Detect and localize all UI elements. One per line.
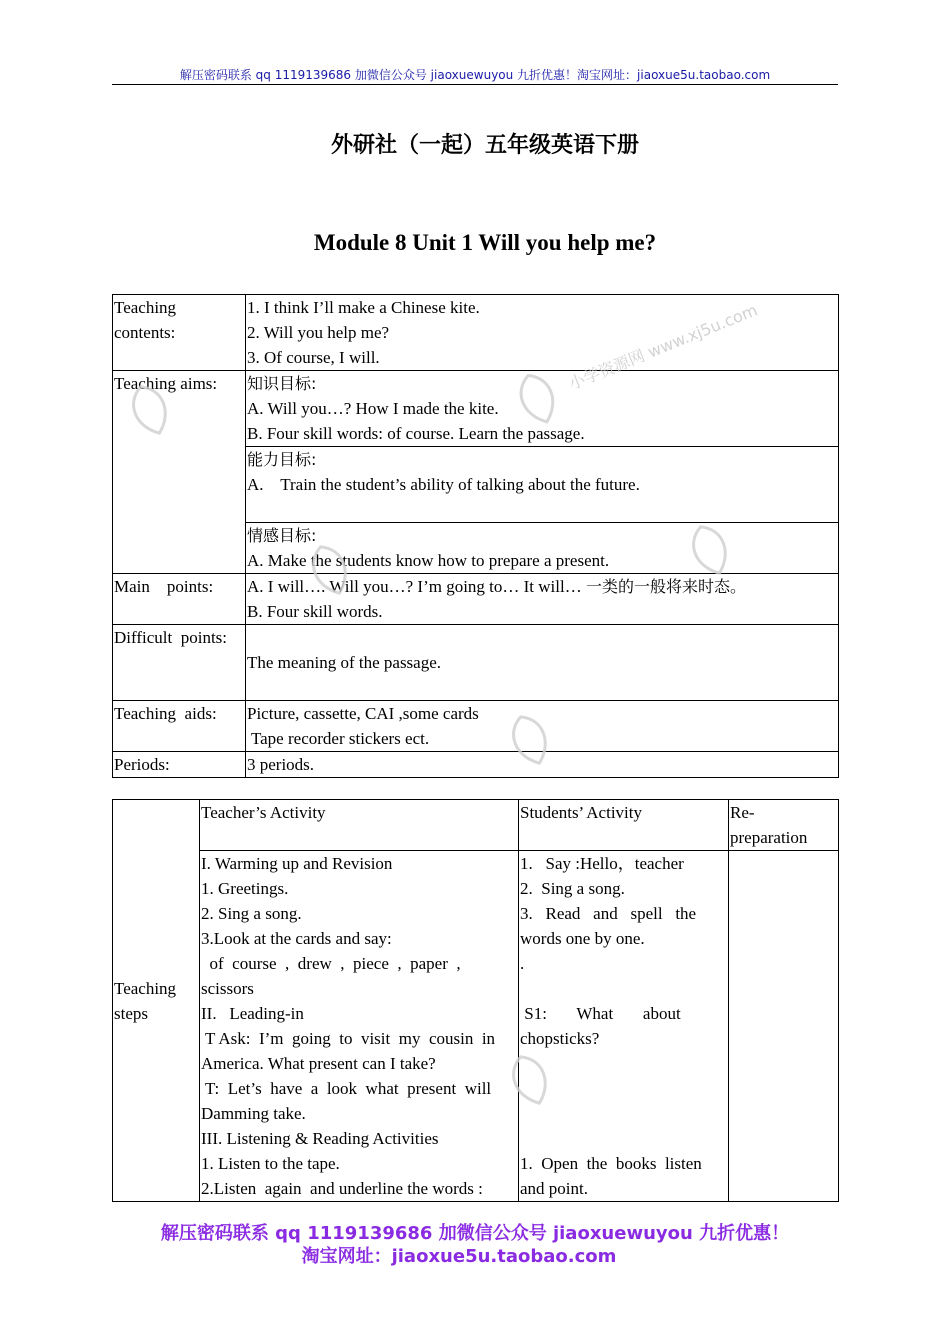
watermark-text: 小学资源网 www.xj5u.com [566, 300, 761, 394]
aim-title: 能力目标: [247, 450, 317, 469]
column-header: Teacher’s Activity [201, 803, 326, 822]
difficult-points-value [246, 625, 839, 701]
label-text: Periods: [114, 755, 170, 774]
main-point-a: A. I will…. Will you…? I’m going to… It will… [247, 577, 586, 596]
page-title-cn: 外研社（一起）五年级英语下册 [330, 133, 639, 158]
header-contact: 解压密码联系 qq 1119139686 加微信公众号 jiaoxuewuyou 九折优惠！淘宝网址：jiaoxue5u.taobao.com [179, 68, 771, 82]
content-line: 1. I think I’ll make a Chinese kite. [247, 298, 480, 317]
label-text: Main points: [114, 577, 214, 596]
teacher-activity-line: I. Warming up and Revision [201, 854, 393, 873]
column-header: Re- [730, 803, 755, 822]
emotion-aims [246, 523, 839, 574]
column-header: preparation [730, 828, 808, 847]
difficult-point: The meaning of the passage. [247, 653, 442, 672]
teacher-activity-line: 3.Look at the cards and say: [201, 929, 392, 948]
table-row [113, 625, 839, 701]
contents-value [246, 295, 839, 371]
table-row [113, 851, 839, 1202]
aim-title: 情感目标: [247, 526, 317, 545]
students-activity [519, 851, 729, 1202]
main-point-a-cn: 一类的一般将来时态。 [585, 577, 746, 596]
teacher-activity-line: III. Listening & Reading Activities [201, 1129, 439, 1148]
preparation-cell [729, 851, 839, 1202]
column-header: Students’ Activity [520, 803, 642, 822]
ability-aims [246, 447, 839, 523]
aid-line: Tape recorder stickers ect. [247, 729, 430, 748]
difficult-points-label [113, 625, 246, 701]
page-title-en: Module 8 Unit 1 Will you help me? [313, 230, 657, 255]
label-text: Teaching aids: [114, 704, 217, 723]
teacher-activity-line: Damming take. [201, 1104, 306, 1123]
teacher-activity-line: scissors [201, 979, 254, 998]
teacher-activity-line: 1. Greetings. [201, 879, 289, 898]
aids-value [246, 701, 839, 752]
teacher-activity-line: T: Let’s have a look what present will [201, 1079, 492, 1098]
preparation-header [729, 800, 839, 851]
students-activity-line [520, 1076, 727, 1101]
aim-line: B. Four skill words: of course. Learn the passage. [247, 424, 585, 443]
table-row [113, 371, 839, 447]
students-activity-line: . [520, 954, 525, 973]
aid-line: Picture, cassette, CAI ,some cards [247, 704, 479, 723]
label-line: Teaching [114, 978, 177, 998]
table-row [113, 752, 839, 778]
teacher-activity-header [200, 800, 519, 851]
students-activity-line: chopsticks? [520, 1029, 600, 1048]
teacher-activity-line: T Ask: I’m going to visit my cousin in [201, 1029, 496, 1048]
students-activity-line [520, 1051, 727, 1076]
label-line: steps [114, 1003, 148, 1023]
students-activity-line: 2. Sing a song. [520, 879, 625, 898]
main-points-label [113, 574, 246, 625]
lesson-plan-table [112, 294, 839, 778]
students-activity-line [520, 1126, 727, 1151]
students-activity-line [520, 1101, 727, 1126]
knowledge-aims [246, 371, 839, 447]
table-row [113, 574, 839, 625]
aim-title: 知识目标: [247, 374, 317, 393]
students-activity-header [519, 800, 729, 851]
teacher-activity-line: II. Leading-in [201, 1004, 304, 1023]
header-rule [112, 84, 838, 85]
label-text: Difficult points: [114, 628, 228, 647]
students-activity-line: 1. Open the books listen [520, 1154, 702, 1173]
main-point-b: B. Four skill words. [247, 602, 383, 621]
label-text: Teaching aims: [114, 374, 218, 393]
content-line: 2. Will you help me? [247, 323, 390, 342]
teacher-activity-line: of course , drew , piece , paper , [201, 954, 461, 973]
teacher-activity-line: America. What present can I take? [201, 1054, 436, 1073]
teacher-activity [200, 851, 519, 1202]
students-activity-line: 1. Say :Hello，teacher [520, 854, 684, 873]
footer-taobao: 淘宝网址：jiaoxue5u.taobao.com [301, 1246, 617, 1267]
main-points-value [246, 574, 839, 625]
students-activity-line [520, 976, 727, 1001]
aim-line: A. Make the students know how to prepare a present. [247, 551, 610, 570]
table-row [113, 701, 839, 752]
aims-label [113, 371, 246, 574]
aim-line: A. Train the student’s ability of talking about the future. [247, 475, 640, 494]
teacher-activity-line: 1. Listen to the tape. [201, 1154, 340, 1173]
label-line: Teaching [114, 298, 177, 317]
students-activity-line: words one by one. [520, 929, 645, 948]
aids-label [113, 701, 246, 752]
periods-value [246, 752, 839, 778]
table-row [113, 295, 839, 371]
students-activity-line: 3. Read and spell the [520, 904, 697, 923]
contents-label [113, 295, 246, 371]
steps-label [113, 800, 200, 1202]
table-row [113, 800, 839, 851]
students-activity-line: and point. [520, 1179, 588, 1198]
teacher-activity-line: 2. Sing a song. [201, 904, 302, 923]
periods-text: 3 periods. [247, 755, 315, 774]
periods-label [113, 752, 246, 778]
students-activity-line: S1: What about [520, 1004, 681, 1023]
teaching-steps-table [112, 799, 839, 1202]
aim-line: A. Will you…? How I made the kite. [247, 399, 499, 418]
label-line: contents: [114, 323, 176, 342]
teacher-activity-line: 2.Listen again and underline the words : [201, 1179, 483, 1198]
content-line: 3. Of course, I will. [247, 348, 380, 367]
footer-contact: 解压密码联系 qq 1119139686 加微信公众号 jiaoxuewuyou 九折优惠！ [160, 1223, 790, 1244]
